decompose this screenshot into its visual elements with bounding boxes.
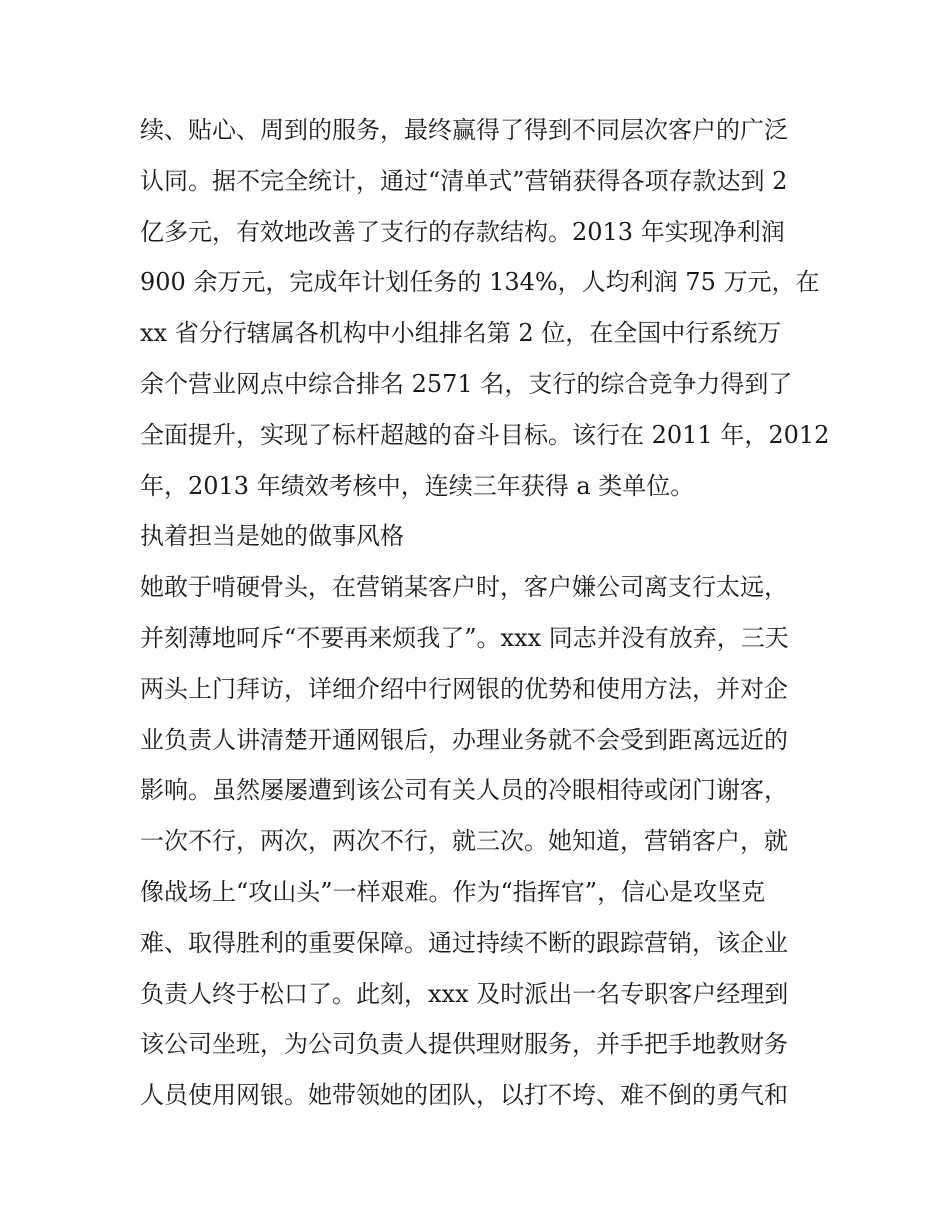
text-line: 全面提升，实现了标杆超越的奋斗目标。该行在 2011 年，2012 — [140, 420, 830, 449]
document-body — [140, 105, 830, 1121]
text-line: 一次不行，两次，两次不行，就三次。她知道，营销客户，就 — [140, 827, 788, 856]
text-line: 900 余万元，完成年计划任务的 134%，人均利润 75 万元，在 — [140, 268, 820, 297]
text-line: xx 省分行辖属各机构中小组排名第 2 位，在全国中行系统万 — [140, 319, 782, 348]
text-line: 余个营业网点中综合排名 2571 名，支行的综合竞争力得到了 — [140, 369, 793, 398]
text-line: 影响。虽然屡屡遭到该公司有关人员的冷眼相待或闭门谢客， — [140, 776, 788, 805]
section-heading: 执着担当是她的做事风格 — [140, 522, 404, 551]
text-line: 人员使用网银。她带领她的团队，以打不垮、难不倒的勇气和 — [140, 1081, 788, 1110]
text-line: 亿多元，有效地改善了支行的存款结构。2013 年实现净利润 — [140, 217, 785, 246]
text-line: 业负责人讲清楚开通网银后，办理业务就不会受到距离远近的 — [140, 725, 788, 754]
text-line: 并刻薄地呵斥“不要再来烦我了”。xxx 同志并没有放弃，三天 — [140, 623, 789, 652]
text-line: 她敢于啃硬骨头，在营销某客户时，客户嫌公司离支行太远， — [140, 573, 788, 602]
text-line: 负责人终于松口了。此刻，xxx 及时派出一名专职客户经理到 — [140, 979, 789, 1008]
text-line: 认同。据不完全统计，通过“清单式”营销获得各项存款达到 2 — [140, 166, 788, 195]
text-line: 像战场上“攻山头”一样艰难。作为“指挥官”，信心是攻坚克 — [140, 877, 766, 906]
text-line: 该公司坐班，为公司负责人提供理财服务，并手把手地教财务 — [140, 1030, 788, 1059]
text-line: 续、贴心、周到的服务，最终赢得了得到不同层次客户的广泛 — [140, 116, 788, 144]
text-line: 年，2013 年绩效考核中，连续三年获得 a 类单位。 — [140, 471, 695, 500]
text-line: 难、取得胜利的重要保障。通过持续不断的跟踪营销，该企业 — [140, 928, 788, 957]
text-line: 两头上门拜访，详细介绍中行网银的优势和使用方法，并对企 — [140, 674, 788, 703]
